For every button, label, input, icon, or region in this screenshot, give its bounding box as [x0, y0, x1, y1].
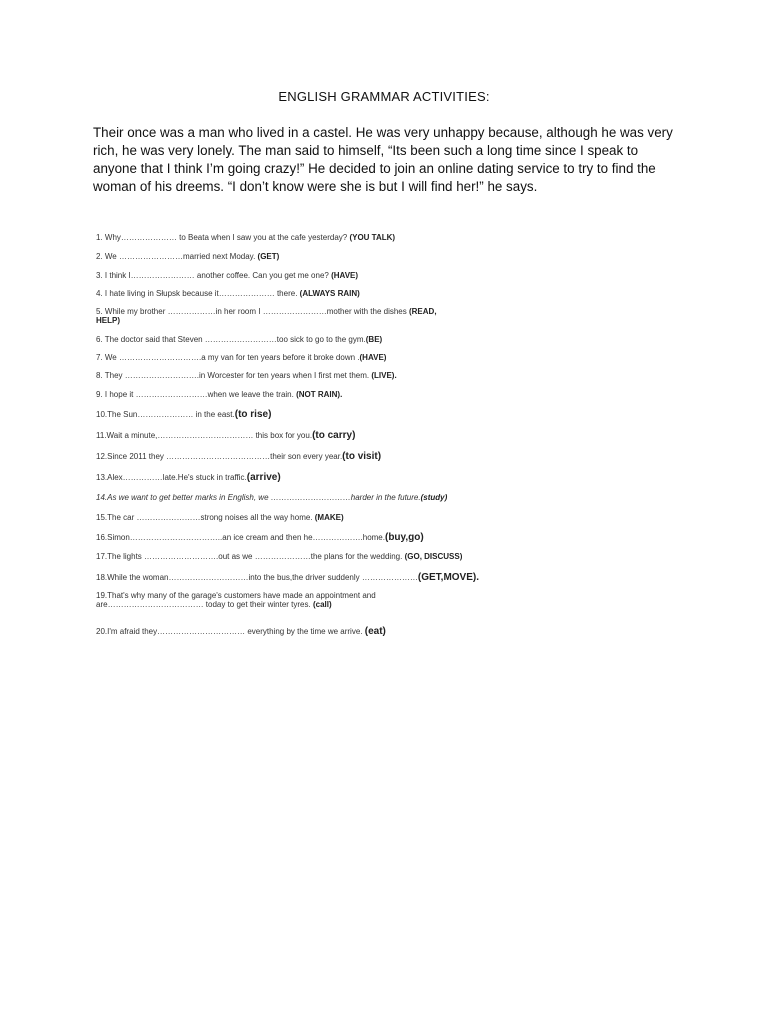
exercise-item: 10.The Sun………………… in the east.(to rise) [96, 409, 272, 420]
exercise-item: 5. While my brother ………………in her room I ……………………mother with the dishes (READ, HELP) [96, 307, 437, 325]
story-paragraph: Their once was a man who lived in a castel. He was very unhappy because, although he was very rich, he was very lonely. The man said to himself, “Its been such a long time since I speak to anyone that I think I’m going crazy!” He decided to join an online dating service to try to find the woman of his dreems. “I don’t know were she is but I will find her!” he says. [93, 125, 673, 194]
exercise-item: 12.Since 2011 they …………………………………their son every year.(to visit) [96, 451, 382, 462]
exercise-item: 16.Simon……………………………..an ice cream and then he……………….home.(buy,go) [96, 532, 424, 543]
exercise-item: 9. I hope it ………………………when we leave the train. (NOT RAIN). [96, 390, 343, 399]
exercise-item: 1. Why………………… to Beata when I saw you at the cafe yesterday? (YOU TALK) [96, 233, 396, 242]
exercise-item: 14.As we want to get better marks in English, we …………………………harder in the future.(study) [96, 493, 448, 502]
exercise-item: 13.Alex……………late.He's stuck in traffic.(arrive) [96, 472, 281, 483]
exercise-item: 15.The car ……………………strong noises all the way home. (MAKE) [96, 513, 344, 522]
exercise-item: 2. We ……………………married next Moday. (GET) [96, 252, 280, 261]
exercise-item: 20.I'm afraid they…………………………… everything by the time we arrive. (eat) [96, 626, 386, 637]
exercise-item: 6. The doctor said that Steven ………………………too sick to go to the gym.(BE) [96, 335, 383, 344]
document-title: ENGLISH GRAMMAR ACTIVITIES: [278, 89, 490, 104]
exercise-item: 3. I think I…………………… another coffee. Can you get me one? (HAVE) [96, 271, 359, 280]
exercise-item: 18.While the woman…………………………into the bus,the driver suddenly …………………(GET,MOVE). [96, 572, 480, 583]
exercise-item: 4. I hate living in Słupsk because it………………… there. (ALWAYS RAIN) [96, 289, 360, 298]
exercise-item: 11.Wait a minute,……………………………… this box for you.(to carry) [96, 430, 356, 441]
exercise-item: 7. We ………………………….a my van for ten years before it broke down .(HAVE) [96, 353, 387, 362]
exercise-item: 17.The lights ……………………….out as we …………………the plans for the wedding. (GO, DISCUSS) [96, 552, 463, 561]
exercise-item: 8. They ……………………….in Worcester for ten years when I first met them. (LIVE). [96, 371, 397, 380]
exercise-item: 19.That's why many of the garage's customers have made an appointment and are……………………………… today to get their winter tyres. (call) [96, 591, 376, 609]
